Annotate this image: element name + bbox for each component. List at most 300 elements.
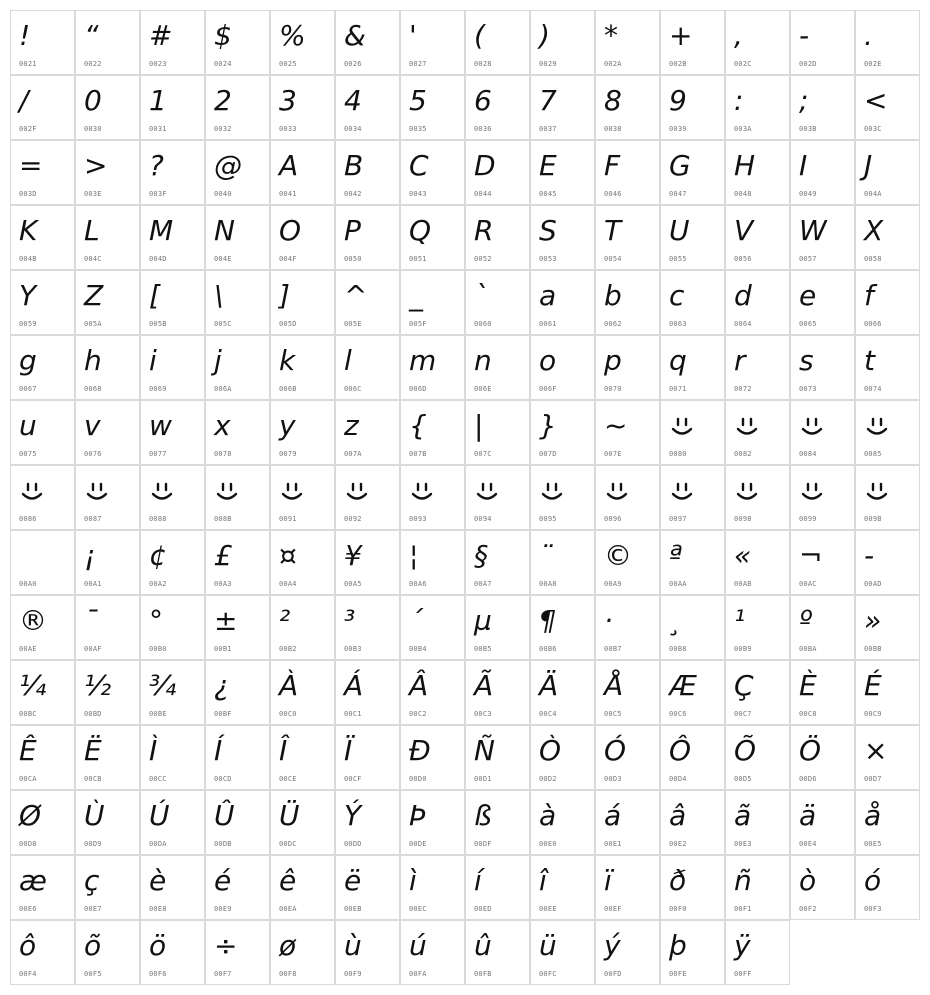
codepoint-label: 0066 xyxy=(864,320,882,328)
glyph-sample: ´ xyxy=(409,604,423,637)
codepoint-label: 00D1 xyxy=(474,775,492,783)
glyph-sample: Å xyxy=(604,669,624,702)
glyph-cell xyxy=(790,205,855,270)
codepoint-label: 0076 xyxy=(84,450,102,458)
glyph-sample: È xyxy=(799,669,817,702)
codepoint-label: 005E xyxy=(344,320,362,328)
glyph-sample: ÿ xyxy=(734,929,751,962)
codepoint-label: 00AD xyxy=(864,580,882,588)
codepoint-label: 00AF xyxy=(84,645,102,653)
glyph-sample: J xyxy=(864,149,873,182)
glyph-cell xyxy=(595,335,660,400)
codepoint-label: 0063 xyxy=(669,320,687,328)
glyph-cell xyxy=(790,335,855,400)
codepoint-label: 00A3 xyxy=(214,580,232,588)
smiley-glyph xyxy=(799,413,825,449)
glyph-sample: ³ xyxy=(344,604,356,637)
glyph-cell xyxy=(335,855,400,920)
glyph-cell xyxy=(855,75,920,140)
glyph-sample: æ xyxy=(19,864,47,897)
glyph-sample: W xyxy=(799,214,827,247)
codepoint-label: 00EC xyxy=(409,905,427,913)
glyph-sample: o xyxy=(539,344,557,377)
glyph-sample: × xyxy=(864,734,888,767)
codepoint-label: 0077 xyxy=(149,450,167,458)
glyph-cell xyxy=(205,790,270,855)
glyph-sample: 7 xyxy=(539,84,557,117)
glyph-sample: è xyxy=(149,864,167,897)
smiley-icon xyxy=(344,479,370,505)
codepoint-label: 00FA xyxy=(409,970,427,978)
glyph-cell xyxy=(400,920,465,985)
glyph-cell xyxy=(790,530,855,595)
codepoint-label: 00B4 xyxy=(409,645,427,653)
codepoint-label: 0022 xyxy=(84,60,102,68)
codepoint-label: 002C xyxy=(734,60,752,68)
glyph-cell xyxy=(725,400,790,465)
codepoint-label: 0034 xyxy=(344,125,362,133)
codepoint-label: 00B0 xyxy=(149,645,167,653)
codepoint-label: 00E9 xyxy=(214,905,232,913)
glyph-cell xyxy=(725,205,790,270)
smiley-icon xyxy=(799,479,825,505)
glyph-cell xyxy=(335,270,400,335)
glyph-cell xyxy=(465,10,530,75)
glyph-sample: Ç xyxy=(734,669,754,702)
glyph-cell xyxy=(75,75,140,140)
glyph-sample: å xyxy=(864,799,882,832)
glyph-cell xyxy=(530,725,595,790)
glyph-sample: ÷ xyxy=(214,929,238,962)
codepoint-label: 0021 xyxy=(19,60,37,68)
glyph-cell xyxy=(75,270,140,335)
codepoint-label: 00EF xyxy=(604,905,622,913)
codepoint-label: 00BF xyxy=(214,710,232,718)
codepoint-label: 0050 xyxy=(344,255,362,263)
glyph-cell xyxy=(725,75,790,140)
glyph-sample: « xyxy=(734,539,752,572)
glyph-sample: Ð xyxy=(409,734,431,767)
glyph-cell xyxy=(335,920,400,985)
codepoint-label: 005A xyxy=(84,320,102,328)
glyph-sample: & xyxy=(344,19,366,52)
codepoint-label: 0064 xyxy=(734,320,752,328)
glyph-sample: ß xyxy=(474,799,492,832)
codepoint-label: 00B5 xyxy=(474,645,492,653)
glyph-cell xyxy=(530,530,595,595)
glyph-cell xyxy=(660,855,725,920)
codepoint-label: 003D xyxy=(19,190,37,198)
codepoint-label: 006B xyxy=(279,385,297,393)
glyph-sample: Í xyxy=(214,734,223,767)
glyph-cell xyxy=(205,920,270,985)
glyph-cell xyxy=(790,725,855,790)
glyph-sample: Ã xyxy=(474,669,494,702)
codepoint-label: 00E4 xyxy=(799,840,817,848)
glyph-sample: ; xyxy=(799,84,809,117)
codepoint-label: 0025 xyxy=(279,60,297,68)
glyph-sample: û xyxy=(474,929,492,962)
glyph-sample: ú xyxy=(409,929,427,962)
glyph-cell xyxy=(530,790,595,855)
glyph-cell xyxy=(270,140,335,205)
glyph-sample: x xyxy=(214,409,231,442)
glyph-cell xyxy=(75,725,140,790)
codepoint-label: 0091 xyxy=(279,515,297,523)
smiley-glyph xyxy=(864,478,890,514)
glyph-sample: q xyxy=(669,344,687,377)
codepoint-label: 00FC xyxy=(539,970,557,978)
glyph-cell xyxy=(595,595,660,660)
glyph-sample: Ù xyxy=(84,799,105,832)
glyph-cell xyxy=(270,920,335,985)
glyph-cell xyxy=(205,10,270,75)
glyph-sample: ý xyxy=(604,929,621,962)
glyph-cell xyxy=(10,465,75,530)
glyph-sample: Þ xyxy=(409,799,427,832)
codepoint-label: 0073 xyxy=(799,385,817,393)
codepoint-label: 004E xyxy=(214,255,232,263)
glyph-sample: , xyxy=(734,19,743,52)
glyph-sample: r xyxy=(734,344,746,377)
glyph-cell xyxy=(595,660,660,725)
codepoint-label: 003B xyxy=(799,125,817,133)
glyph-cell xyxy=(725,660,790,725)
glyph-sample: X xyxy=(864,214,884,247)
codepoint-label: 0046 xyxy=(604,190,622,198)
glyph-cell xyxy=(790,465,855,530)
glyph-sample: u xyxy=(19,409,37,442)
glyph-sample: ð xyxy=(669,864,687,897)
glyph-sample: § xyxy=(474,539,488,572)
codepoint-label: 005F xyxy=(409,320,427,328)
glyph-cell xyxy=(855,725,920,790)
glyph-cell xyxy=(335,660,400,725)
codepoint-label: 0098 xyxy=(734,515,752,523)
glyph-sample: M xyxy=(149,214,174,247)
glyph-sample: Ü xyxy=(279,799,300,832)
glyph-sample: 5 xyxy=(409,84,427,117)
glyph-sample: ¼ xyxy=(19,669,47,702)
glyph-sample: : xyxy=(734,84,744,117)
codepoint-label: 0031 xyxy=(149,125,167,133)
glyph-cell xyxy=(10,270,75,335)
glyph-sample: 0 xyxy=(84,84,102,117)
glyph-sample: i xyxy=(149,344,157,377)
codepoint-label: 0040 xyxy=(214,190,232,198)
smiley-glyph xyxy=(149,478,175,514)
glyph-sample: K xyxy=(19,214,38,247)
glyph-cell xyxy=(595,920,660,985)
glyph-sample: Ñ xyxy=(474,734,495,767)
glyph-cell xyxy=(465,725,530,790)
codepoint-label: 0080 xyxy=(669,450,687,458)
glyph-cell xyxy=(205,205,270,270)
codepoint-label: 00AB xyxy=(734,580,752,588)
glyph-sample: * xyxy=(604,19,618,52)
glyph-cell xyxy=(140,10,205,75)
codepoint-label: 007A xyxy=(344,450,362,458)
glyph-cell xyxy=(530,855,595,920)
codepoint-label: 0043 xyxy=(409,190,427,198)
glyph-sample: Ë xyxy=(84,734,102,767)
glyph-cell xyxy=(465,530,530,595)
glyph-sample: = xyxy=(19,149,43,182)
codepoint-label: 002F xyxy=(19,125,37,133)
glyph-cell xyxy=(660,10,725,75)
glyph-sample: Q xyxy=(409,214,432,247)
codepoint-label: 0060 xyxy=(474,320,492,328)
codepoint-label: 00F2 xyxy=(799,905,817,913)
codepoint-label: 00FE xyxy=(669,970,687,978)
codepoint-label: 002A xyxy=(604,60,622,68)
codepoint-label: 0049 xyxy=(799,190,817,198)
smiley-glyph xyxy=(344,478,370,514)
smiley-glyph xyxy=(799,478,825,514)
codepoint-label: 00C3 xyxy=(474,710,492,718)
glyph-cell xyxy=(855,270,920,335)
glyph-sample: Ú xyxy=(149,799,170,832)
codepoint-label: 00A1 xyxy=(84,580,102,588)
codepoint-label: 006C xyxy=(344,385,362,393)
glyph-sample: # xyxy=(149,19,173,52)
glyph-cell xyxy=(530,465,595,530)
glyph-cell xyxy=(595,530,660,595)
glyph-sample: â xyxy=(669,799,687,832)
glyph-cell xyxy=(205,660,270,725)
glyph-sample: ¯ xyxy=(84,604,98,637)
glyph-sample: ¾ xyxy=(149,669,177,702)
glyph-sample: ¬ xyxy=(799,539,823,572)
glyph-sample: N xyxy=(214,214,235,247)
glyph-sample: > xyxy=(84,149,108,182)
glyph-cell xyxy=(530,335,595,400)
glyph-sample: ø xyxy=(279,929,297,962)
glyph-cell xyxy=(660,465,725,530)
glyph-cell xyxy=(790,660,855,725)
glyph-cell xyxy=(400,10,465,75)
codepoint-label: 00A6 xyxy=(409,580,427,588)
glyph-cell xyxy=(270,205,335,270)
codepoint-label: 00D4 xyxy=(669,775,687,783)
glyph-sample: / xyxy=(19,84,29,117)
glyph-sample: î xyxy=(539,864,547,897)
glyph-cell xyxy=(855,855,920,920)
codepoint-label: 0032 xyxy=(214,125,232,133)
smiley-icon xyxy=(604,479,630,505)
glyph-cell xyxy=(790,270,855,335)
glyph-cell xyxy=(855,660,920,725)
glyph-cell xyxy=(400,270,465,335)
codepoint-label: 00EB xyxy=(344,905,362,913)
glyph-cell xyxy=(530,270,595,335)
glyph-cell xyxy=(400,400,465,465)
codepoint-label: 00F4 xyxy=(19,970,37,978)
codepoint-label: 00F1 xyxy=(734,905,752,913)
glyph-cell xyxy=(660,75,725,140)
codepoint-label: 0079 xyxy=(279,450,297,458)
codepoint-label: 0061 xyxy=(539,320,557,328)
glyph-cell xyxy=(725,335,790,400)
codepoint-label: 0084 xyxy=(799,450,817,458)
glyph-sample: ® xyxy=(19,604,47,637)
glyph-sample: Ï xyxy=(344,734,353,767)
codepoint-label: 00D3 xyxy=(604,775,622,783)
codepoint-label: 0048 xyxy=(734,190,752,198)
glyph-sample: ê xyxy=(279,864,297,897)
glyph-sample: e xyxy=(799,279,817,312)
codepoint-label: 002B xyxy=(669,60,687,68)
glyph-cell xyxy=(400,465,465,530)
codepoint-label: 0095 xyxy=(539,515,557,523)
glyph-sample: Û xyxy=(214,799,235,832)
glyph-cell xyxy=(595,140,660,205)
glyph-sample: $ xyxy=(214,19,232,52)
codepoint-label: 008B xyxy=(214,515,232,523)
codepoint-label: 0074 xyxy=(864,385,882,393)
codepoint-label: 00D0 xyxy=(409,775,427,783)
glyph-cell xyxy=(10,335,75,400)
glyph-sample: [ xyxy=(149,279,160,312)
codepoint-label: 0045 xyxy=(539,190,557,198)
glyph-cell xyxy=(790,10,855,75)
codepoint-label: 00CB xyxy=(84,775,102,783)
glyph-cell xyxy=(465,660,530,725)
smiley-icon xyxy=(409,479,435,505)
glyph-cell xyxy=(530,660,595,725)
glyph-sample: O xyxy=(279,214,302,247)
glyph-sample: ó xyxy=(864,864,882,897)
glyph-cell xyxy=(10,205,75,270)
codepoint-label: 0023 xyxy=(149,60,167,68)
glyph-cell xyxy=(465,920,530,985)
codepoint-label: 0088 xyxy=(149,515,167,523)
glyph-cell xyxy=(530,205,595,270)
glyph-cell xyxy=(75,205,140,270)
glyph-cell xyxy=(140,790,205,855)
codepoint-label: 007E xyxy=(604,450,622,458)
codepoint-label: 006F xyxy=(539,385,557,393)
smiley-icon xyxy=(279,479,305,505)
glyph-cell xyxy=(660,790,725,855)
glyph-sample: é xyxy=(214,864,232,897)
glyph-sample: F xyxy=(604,149,621,182)
codepoint-label: 00ED xyxy=(474,905,492,913)
smiley-glyph xyxy=(734,478,760,514)
glyph-sample: ï xyxy=(604,864,612,897)
glyph-sample: Ò xyxy=(539,734,562,767)
codepoint-label: 0052 xyxy=(474,255,492,263)
glyph-cell xyxy=(725,790,790,855)
glyph-cell xyxy=(270,465,335,530)
glyph-sample: ~ xyxy=(604,409,628,442)
glyph-sample: 1 xyxy=(149,84,167,117)
glyph-cell xyxy=(205,270,270,335)
glyph-sample: ^ xyxy=(344,279,368,312)
glyph-cell xyxy=(465,595,530,660)
glyph-sample: ? xyxy=(149,149,164,182)
glyph-cell xyxy=(10,725,75,790)
glyph-sample: À xyxy=(279,669,299,702)
glyph-sample: Ý xyxy=(344,799,362,832)
glyph-cell xyxy=(660,205,725,270)
glyph-sample: l xyxy=(344,344,352,377)
glyph-sample: ¹ xyxy=(734,604,746,637)
codepoint-label: 00C8 xyxy=(799,710,817,718)
glyph-sample: õ xyxy=(84,929,102,962)
glyph-cell xyxy=(595,400,660,465)
glyph-sample: ç xyxy=(84,864,100,897)
glyph-sample: Â xyxy=(409,669,429,702)
codepoint-label: 00DE xyxy=(409,840,427,848)
glyph-cell xyxy=(10,855,75,920)
codepoint-label: 003E xyxy=(84,190,102,198)
glyph-cell xyxy=(270,335,335,400)
codepoint-label: 0035 xyxy=(409,125,427,133)
glyph-sample: V xyxy=(734,214,754,247)
codepoint-label: 0028 xyxy=(474,60,492,68)
codepoint-label: 0024 xyxy=(214,60,232,68)
codepoint-label: 0094 xyxy=(474,515,492,523)
codepoint-label: 00BC xyxy=(19,710,37,718)
glyph-cell xyxy=(790,75,855,140)
smiley-glyph xyxy=(474,478,500,514)
glyph-sample: ! xyxy=(19,19,31,52)
smiley-icon xyxy=(84,479,110,505)
codepoint-label: 00F9 xyxy=(344,970,362,978)
glyph-cell xyxy=(660,595,725,660)
codepoint-label: 00F8 xyxy=(279,970,297,978)
codepoint-label: 00AA xyxy=(669,580,687,588)
glyph-sample: H xyxy=(734,149,756,182)
codepoint-label: 0038 xyxy=(604,125,622,133)
glyph-cell xyxy=(140,335,205,400)
codepoint-label: 004D xyxy=(149,255,167,263)
codepoint-label: 0097 xyxy=(669,515,687,523)
codepoint-label: 0037 xyxy=(539,125,557,133)
glyph-sample: { xyxy=(409,409,427,442)
glyph-sample: Ä xyxy=(539,669,559,702)
glyph-cell xyxy=(660,725,725,790)
glyph-sample: B xyxy=(344,149,364,182)
glyph-sample: D xyxy=(474,149,496,182)
glyph-cell xyxy=(465,75,530,140)
codepoint-label: 0059 xyxy=(19,320,37,328)
codepoint-label: 003C xyxy=(864,125,882,133)
glyph-sample: 2 xyxy=(214,84,232,117)
glyph-cell xyxy=(400,660,465,725)
glyph-cell xyxy=(140,595,205,660)
glyph-sample: | xyxy=(474,409,484,442)
glyph-cell xyxy=(205,595,270,660)
codepoint-label: 00F7 xyxy=(214,970,232,978)
codepoint-label: 0057 xyxy=(799,255,817,263)
glyph-cell xyxy=(270,855,335,920)
glyph-cell xyxy=(725,140,790,205)
glyph-cell xyxy=(855,595,920,660)
codepoint-label: 00D5 xyxy=(734,775,752,783)
glyph-sample: 4 xyxy=(344,84,362,117)
codepoint-label: 003A xyxy=(734,125,752,133)
glyph-sample: Z xyxy=(84,279,104,312)
glyph-sample: Õ xyxy=(734,734,757,767)
glyph-sample: ì xyxy=(409,864,417,897)
codepoint-label: 0027 xyxy=(409,60,427,68)
glyph-cell xyxy=(595,270,660,335)
glyph-cell xyxy=(530,140,595,205)
codepoint-label: 00A9 xyxy=(604,580,622,588)
smiley-glyph xyxy=(19,478,45,514)
